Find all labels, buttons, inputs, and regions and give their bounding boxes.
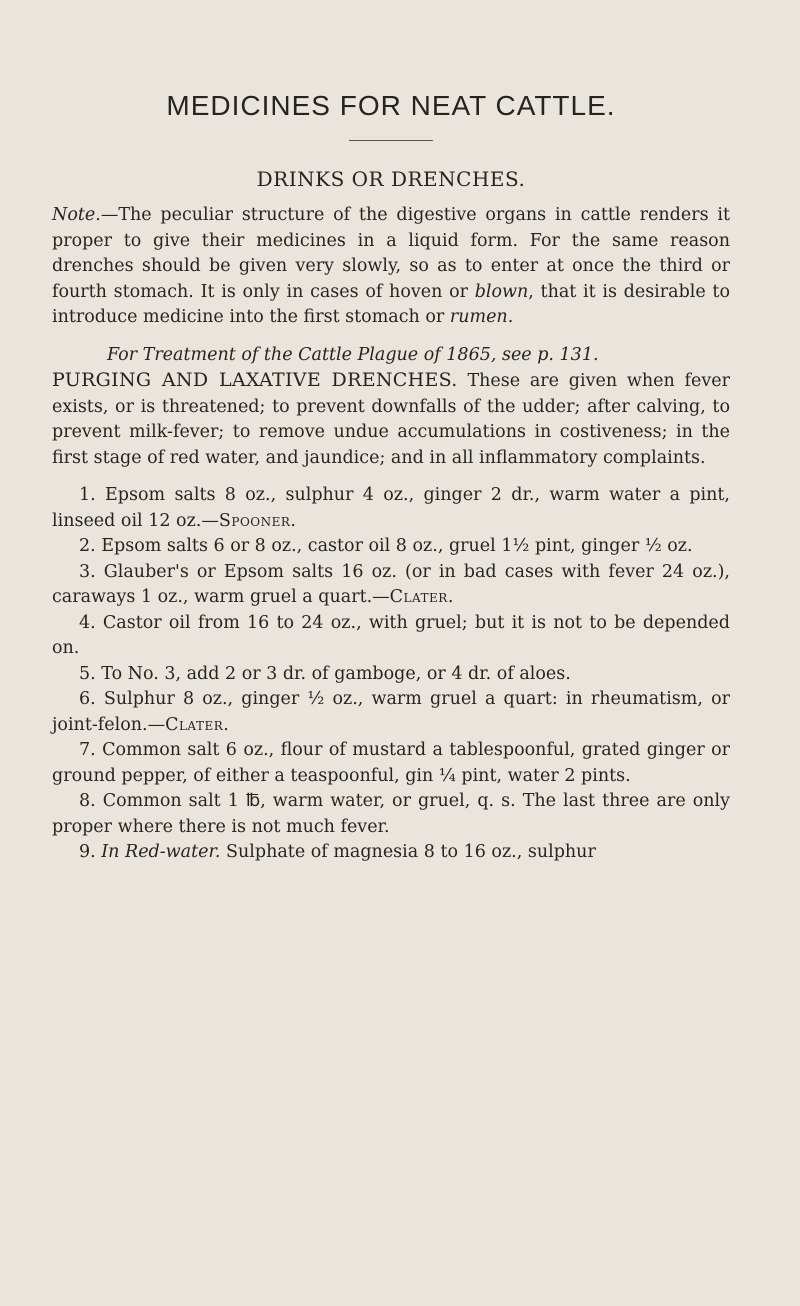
recipe-item: 4. Castor oil from 16 to 24 oz., with gruel; but it is not to be depended on. [52, 612, 730, 658]
note-paragraph [52, 203, 730, 331]
recipe-italic: In Red-water. [101, 842, 221, 862]
plague-reference-text: For Treatment of the Cattle Plague of 1865, see p. 131. [107, 344, 599, 365]
note-text: —The peculiar structure of the digestive organs in cattle renders it proper to give their medicines in a liquid form. For the same reason drenches should be given very slowly, so as to enter at once the third or fourth stomach. It is only in cases of hoven or [52, 205, 730, 302]
spacer [52, 331, 730, 343]
recipe-item: 1. Epsom salts 8 oz., sulphur 4 oz., ginger 2 dr., warm water a pint, linseed oil 12 oz.—Spooner. [52, 485, 730, 531]
recipe-item: 3. Glauber's or Epsom salts 16 oz. (or in bad cases with fever 24 oz.), caraways 1 oz., warm gruel a quart.—Clater. [52, 561, 730, 607]
purging-heading: PURGING AND LAXATIVE DRENCHES. [52, 369, 458, 391]
recipe-item: 2. Epsom salts 6 or 8 oz., castor oil 8 oz., gruel 1½ pint, ginger ½ oz. [79, 536, 693, 556]
recipe-author: Clater. [389, 587, 454, 607]
note-label: Note. [52, 205, 101, 225]
purging-paragraph [52, 368, 730, 471]
title-divider [349, 140, 433, 141]
margin-mark [4, 1060, 12, 1074]
recipe-item: 9. In Red-water. Sulphate of magnesia 8 to 16 oz., sulphur [79, 842, 596, 862]
page-title: MEDICINES FOR NEAT CATTLE. [166, 90, 616, 121]
recipe-item: 5. To No. 3, add 2 or 3 dr. of gamboge, or 4 dr. of aloes. [79, 663, 571, 684]
purging-text: These are given when fever exists, or is threatened; to prevent downfalls of the udder; after calving, to prevent milk-fever; to remove undue accumulations in costiveness; in the first stage of red water, and jaundice; and in all inflammatory complaints. [52, 371, 730, 468]
recipe-item: 7. Common salt 6 oz., flour of mustard a tablespoonful, grated ginger or ground pepper, of either a teaspoonful, gin ¼ pint, water 2 pints. [52, 740, 730, 786]
recipe-author: Spooner. [218, 510, 297, 531]
note-blown: blown [474, 281, 529, 302]
note-rumen: rumen [449, 307, 508, 327]
recipe-item: 8. Common salt 1 ℔, warm water, or gruel, q. s. The last three are only proper where there is not much fever. [52, 791, 730, 837]
plague-reference [52, 343, 730, 369]
spacer [52, 471, 730, 483]
section-title: DRINKS OR DRENCHES. [256, 167, 526, 191]
recipe-item: 6. Sulphur 8 oz., ginger ½ oz., warm gruel a quart: in rheumatism, or joint-felon.—Clater. [52, 689, 730, 735]
note-text-2: , that it is desirable to introduce medicine into the first stomach or [52, 281, 731, 327]
note-end: . [507, 307, 514, 327]
recipe-author: Clater. [165, 714, 230, 735]
